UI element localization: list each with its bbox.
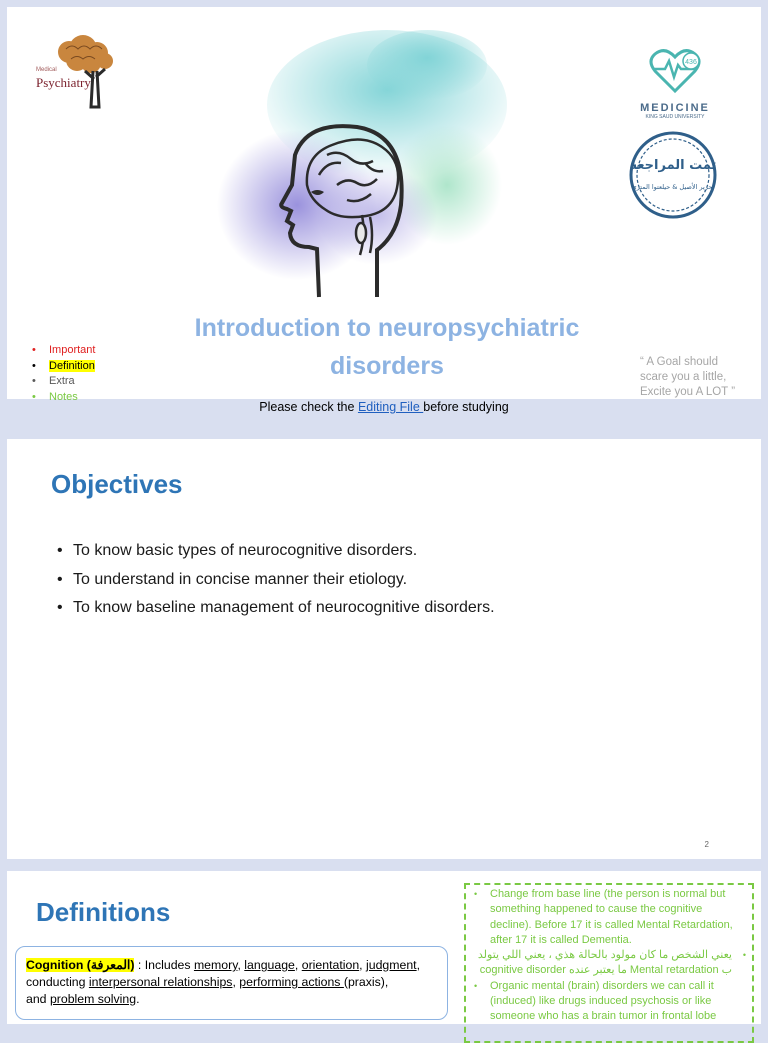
check-prefix: Please check the <box>259 400 358 414</box>
word-language: language <box>244 958 295 972</box>
title-line-1: Introduction to neuropsychiatric <box>194 314 580 342</box>
psychiatry-logo <box>31 27 126 122</box>
quote-line-3: Excite you A LOT ” <box>640 386 736 398</box>
conducting-text: conducting <box>26 975 89 989</box>
page-number: 2 <box>704 840 709 849</box>
lecture-title <box>157 309 617 385</box>
comma: , <box>232 975 240 989</box>
brain-head-illustration <box>187 35 517 305</box>
notes-box <box>464 883 754 1043</box>
check-suffix: before studying <box>423 400 509 414</box>
list-item: • To understand in concise manner their etiology. <box>57 566 495 595</box>
objectives-slide <box>7 439 761 859</box>
word-performing-actions: performing actions <box>239 975 344 989</box>
legend-definition-label: Definition <box>49 359 95 372</box>
word-problem-solving: problem solving <box>49 992 137 1006</box>
legend-notes: • Notes <box>32 390 78 403</box>
objectives-list <box>57 537 495 623</box>
note-text: يعني الشخص ما كان مولود بالحالة هذي ، يعني اللي يتولد ب Mental retardation ما يعتبر عنده cognitive disorder <box>477 949 732 977</box>
word-judgment: judgment <box>366 958 417 972</box>
and-text: and <box>26 992 50 1006</box>
legend-extra-label: Extra <box>49 375 75 387</box>
quote-line-2: scare you a little, <box>640 371 727 383</box>
legend-definition: • Definition <box>32 359 95 372</box>
note-item-arabic: • يعني الشخص ما كان مولود بالحالة هذي ، يعني اللي يتولد ب Mental retardation ما يعتبر عنده cognitive disorder <box>477 949 746 977</box>
cognition-term: Cognition (المعرفة) <box>26 958 135 972</box>
list-item: • To know baseline management of neurocognitive disorders. <box>57 594 495 623</box>
note-item: • Change from base line (the person is normal but something happened to cause the cognitive decline). Before 17 it is called Mental Retardation, after 17 it is called Dementia. <box>474 888 733 946</box>
stamp-title: تمت المراجعة <box>629 158 717 173</box>
word-interpersonal: interpersonal relationships <box>88 975 233 989</box>
list-item: • To know basic types of neurocognitive disorders. <box>57 537 495 566</box>
review-stamp <box>627 129 719 221</box>
period: . <box>136 992 140 1006</box>
word-memory: memory <box>193 958 238 972</box>
heart-pulse-icon <box>647 47 703 95</box>
note-item: • Organic mental (brain) disorders we can call it (induced) like drugs induced psychosis or like someone who has a brain tumor in frontal lobe <box>474 979 717 1023</box>
comma: , <box>359 958 367 972</box>
comma: , <box>294 958 302 972</box>
title-slide <box>7 7 761 414</box>
note-text: Change from base line (the person is normal but something happened to cause the cognitive decline). Before 17 it is called Mental Retardation, after 17 it is called Dementia. <box>490 888 733 946</box>
color-legend <box>32 343 95 405</box>
legend-important-label: Important <box>49 344 96 356</box>
praxis-text: (praxis), <box>343 975 389 989</box>
badge-number: 436 <box>685 59 697 66</box>
medicine-subtitle: KING SAUD UNIVERSITY <box>645 114 705 120</box>
title-line-2: disorders <box>330 352 444 380</box>
medicine-logo <box>625 47 725 120</box>
legend-important: • Important <box>32 344 96 356</box>
definitions-slide <box>7 871 761 1024</box>
objectives-title: Objectives <box>51 469 183 499</box>
logo-small-label: Medical <box>36 67 57 73</box>
stamp-names: تحرير الأصيل & حيلعتوا المتري <box>631 183 715 191</box>
legend-notes-label: Notes <box>49 390 78 403</box>
quote <box>640 355 750 400</box>
cognition-definition: Cognition (المعرفة) : Includes memory, language, orientation, judgment, conducting interpersonal relationships, performing actions (praxis), and problem solving. <box>15 946 448 1020</box>
comma: , <box>237 958 245 972</box>
editing-file-line <box>7 400 761 414</box>
legend-extra: • Extra <box>32 375 75 387</box>
editing-file-link[interactable]: Editing File <box>357 400 424 414</box>
note-text: Organic mental (brain) disorders we can call it (induced) like drugs induced psychosis or like someone who has a brain tumor in frontal lobe <box>490 979 717 1023</box>
definitions-title: Definitions <box>36 897 171 927</box>
word-orientation: orientation <box>301 958 360 972</box>
def-sep: : Includes <box>134 958 194 972</box>
logo-word: Psychiatry <box>36 75 91 90</box>
medicine-name: MEDICINE <box>640 102 710 114</box>
quote-line-1: “ A Goal should <box>640 356 718 368</box>
